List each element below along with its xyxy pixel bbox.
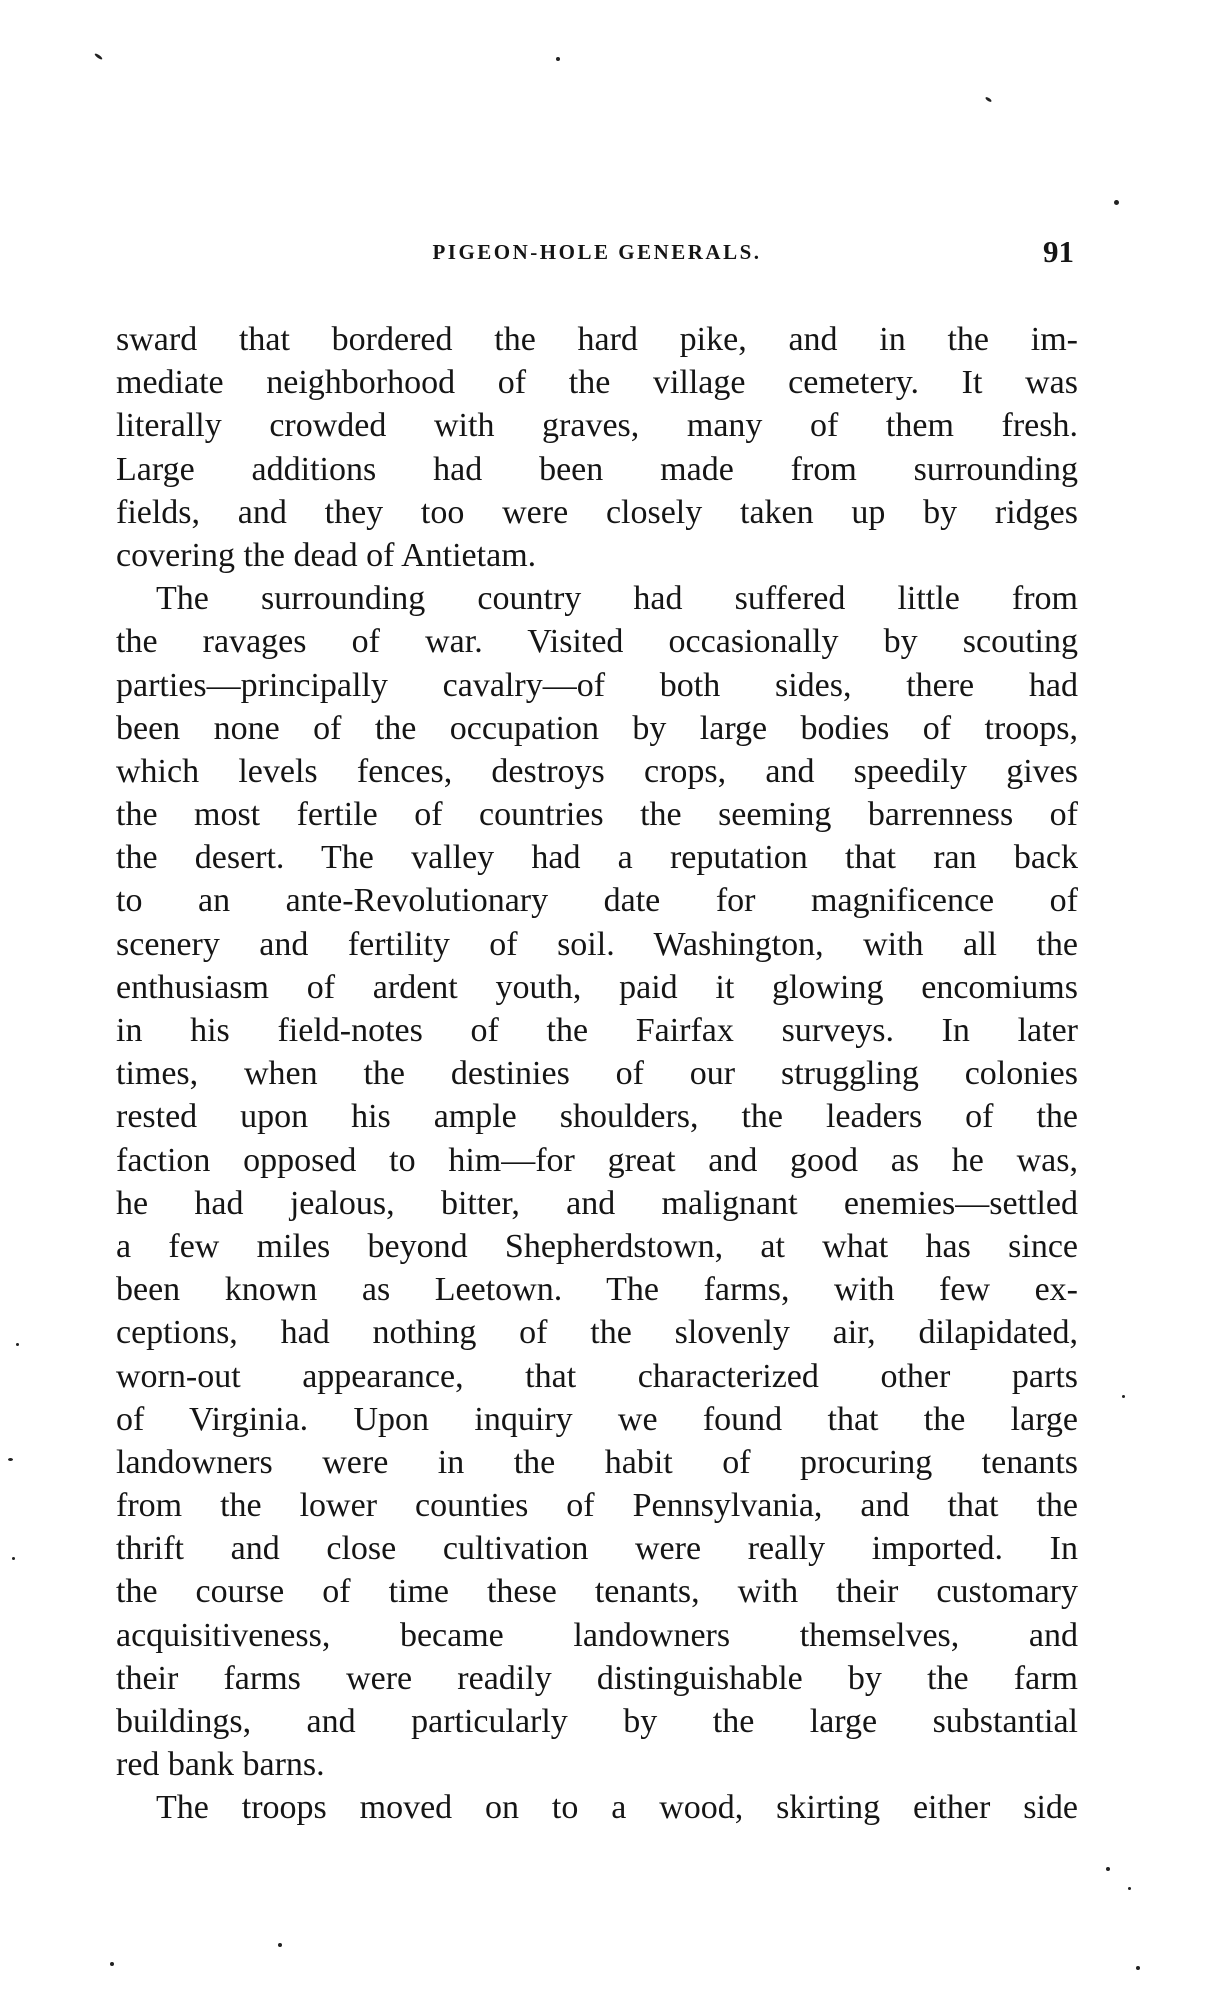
text-line: mediate neighborhood of the village cemetery. It was xyxy=(116,364,1078,402)
text-line: been known as Leetown. The farms, with few ex- xyxy=(116,1271,1078,1309)
text-line: been none of the occupation by large bodies of troops, xyxy=(116,709,1078,747)
text-line: landowners were in the habit of procuring tenants xyxy=(116,1443,1078,1481)
text-line: covering the dead of Antietam. xyxy=(116,536,537,574)
text-line: parties—principally cavalry—of both sides, there had xyxy=(116,666,1078,704)
scan-speck xyxy=(1106,1867,1110,1871)
text-line: fields, and they too were closely taken up by ridges xyxy=(116,493,1078,531)
text-line: Large additions had been made from surrounding xyxy=(116,450,1078,488)
text-line: thrift and close cultivation were really imported. In xyxy=(116,1530,1078,1568)
running-title: PIGEON-HOLE GENERALS. xyxy=(432,240,762,264)
text-line: which levels fences, destroys crops, and speedily gives xyxy=(116,752,1078,790)
scan-speck xyxy=(1122,1395,1125,1398)
text-line: the most fertile of countries the seeming barrenness of xyxy=(116,796,1078,834)
text-line: worn-out appearance, that characterized other parts xyxy=(116,1357,1078,1395)
scan-speck xyxy=(1114,200,1119,205)
text-line: buildings, and particularly by the large substantial xyxy=(116,1703,1078,1740)
scan-speck xyxy=(110,1962,114,1966)
text-line: from the lower counties of Pennsylvania, and that the xyxy=(116,1487,1078,1525)
scan-speck xyxy=(8,1458,13,1461)
text-line: times, when the destinies of our struggling colonies xyxy=(116,1055,1078,1093)
text-line: sward that bordered the hard pike, and in the im- xyxy=(116,321,1078,358)
text-line: The surrounding country had suffered little from xyxy=(156,580,1078,618)
text-line: scenery and fertility of soil. Washington, with all the xyxy=(116,925,1078,963)
scan-speck xyxy=(1136,1966,1140,1970)
scan-speck xyxy=(556,57,560,61)
text-line: the course of time these tenants, with their customary xyxy=(116,1573,1078,1611)
scan-speck xyxy=(278,1943,282,1947)
running-header xyxy=(116,234,1078,280)
text-line: rested upon his ample shoulders, the leaders of the xyxy=(116,1098,1078,1136)
text-line: the ravages of war. Visited occasionally by scouting xyxy=(116,623,1078,661)
text-line: red bank barns. xyxy=(116,1746,325,1784)
scan-speck xyxy=(985,96,992,102)
scan-speck xyxy=(12,1557,15,1560)
text-line: in his field-notes of the Fairfax surveys. In later xyxy=(116,1012,1078,1049)
text-line: of Virginia. Upon inquiry we found that the large xyxy=(116,1400,1078,1438)
text-line: a few miles beyond Shepherdstown, at what has since xyxy=(116,1227,1078,1265)
scan-speck xyxy=(94,53,103,61)
scan-speck xyxy=(1128,1887,1131,1890)
text-line: The troops moved on to a wood, skirting either side xyxy=(156,1789,1078,1827)
body-text xyxy=(116,318,1078,1830)
text-line: enthusiasm of ardent youth, paid it glowing encomiums xyxy=(116,968,1078,1006)
text-line: their farms were readily distinguishable by the farm xyxy=(116,1659,1078,1697)
text-line: faction opposed to him—for great and good as he was, xyxy=(116,1141,1078,1179)
text-line: literally crowded with graves, many of them fresh. xyxy=(116,407,1078,445)
scan-speck xyxy=(16,1343,19,1346)
page-number: 91 xyxy=(1043,234,1074,269)
text-line: acquisitiveness, became landowners themselves, and xyxy=(116,1616,1078,1654)
text-line: he had jealous, bitter, and malignant enemies—settled xyxy=(116,1184,1078,1222)
text-line: ceptions, had nothing of the slovenly air, dilapidated, xyxy=(116,1314,1078,1352)
text-line: to an ante-Revolutionary date for magnificence of xyxy=(116,882,1078,920)
text-line: the desert. The valley had a reputation that ran back xyxy=(116,839,1078,877)
